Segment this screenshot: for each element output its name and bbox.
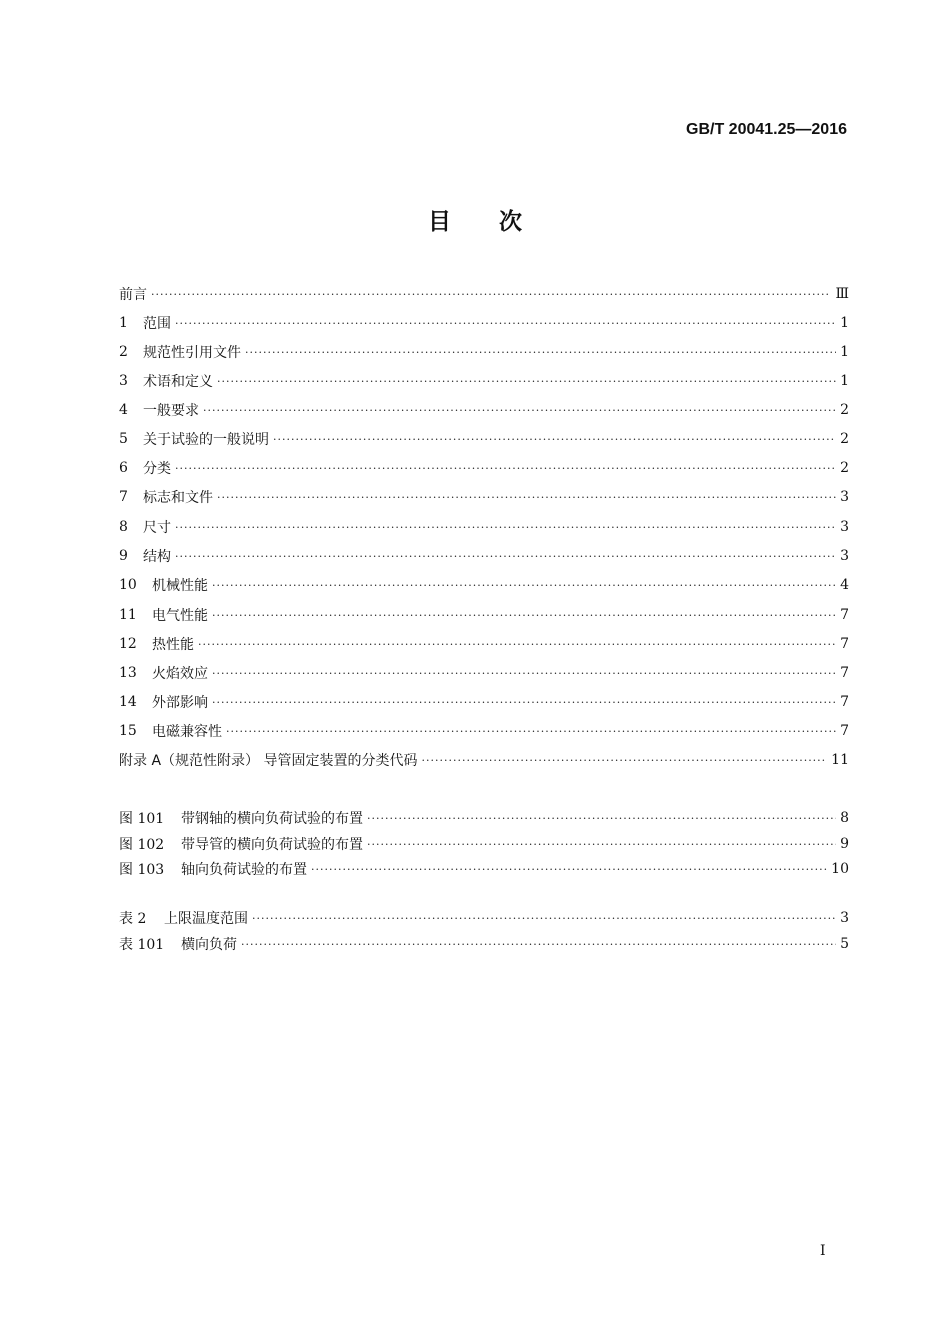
entry-title: 带导管的横向负荷试验的布置 bbox=[181, 837, 363, 853]
entry-title: 结构 bbox=[143, 549, 171, 565]
entry-title: 火焰效应 bbox=[152, 666, 208, 682]
entry-title: 术语和定义 bbox=[143, 374, 213, 390]
standard-number: GB/T 20041.25—2016 bbox=[686, 121, 847, 138]
entry-number: 6 bbox=[119, 460, 128, 476]
entry-number: 14 bbox=[119, 694, 137, 710]
entry-page: Ⅲ bbox=[835, 286, 849, 302]
dot-leader bbox=[203, 404, 836, 417]
toc-entry[interactable] bbox=[119, 516, 849, 538]
figure-entry[interactable] bbox=[119, 833, 849, 855]
toc-entry[interactable] bbox=[119, 749, 849, 771]
entry-number: 8 bbox=[119, 519, 128, 535]
toc-entry[interactable] bbox=[119, 604, 849, 626]
entry-number: 4 bbox=[119, 402, 128, 418]
entry-page: 3 bbox=[840, 548, 849, 564]
entry-page: 11 bbox=[831, 752, 849, 768]
dot-leader bbox=[212, 609, 836, 622]
entry-page: 7 bbox=[840, 665, 849, 681]
dot-leader bbox=[175, 550, 836, 563]
toc-entry[interactable] bbox=[119, 486, 849, 508]
entry-title: 外部影响 bbox=[152, 695, 208, 711]
entry-title: 带钢轴的横向负荷试验的布置 bbox=[181, 811, 363, 827]
dot-leader bbox=[198, 638, 836, 651]
entry-number: 2 bbox=[119, 344, 128, 360]
entry-title: 前言 bbox=[119, 287, 147, 303]
entry-title: 规范性引用文件 bbox=[143, 345, 241, 361]
entry-page: 5 bbox=[840, 936, 849, 952]
dot-leader bbox=[367, 812, 836, 825]
toc-entry[interactable] bbox=[119, 574, 849, 596]
entry-title: 尺寸 bbox=[143, 520, 171, 536]
entry-page: 7 bbox=[840, 607, 849, 623]
dot-leader bbox=[212, 579, 836, 592]
toc-entry[interactable] bbox=[119, 633, 849, 655]
entry-title: 范围 bbox=[143, 316, 171, 332]
toc-entry[interactable] bbox=[119, 457, 849, 479]
entry-number: 10 bbox=[119, 577, 137, 593]
entry-page: 3 bbox=[840, 519, 849, 535]
table-entry[interactable] bbox=[119, 907, 849, 929]
dot-leader bbox=[175, 462, 836, 475]
toc-entry[interactable] bbox=[119, 312, 849, 334]
dot-leader bbox=[212, 696, 836, 709]
dot-leader bbox=[217, 375, 836, 388]
entry-title: 轴向负荷试验的布置 bbox=[181, 862, 307, 878]
entry-page: 1 bbox=[840, 344, 849, 360]
entry-number: 15 bbox=[119, 723, 137, 739]
entry-page: 1 bbox=[840, 373, 849, 389]
page-title: 目次 bbox=[428, 209, 570, 235]
dot-leader bbox=[421, 754, 827, 767]
entry-number: 表 101 bbox=[119, 937, 165, 953]
toc-entry[interactable] bbox=[119, 691, 849, 713]
dot-leader bbox=[217, 491, 836, 504]
entry-title: 分类 bbox=[143, 461, 171, 477]
dot-leader bbox=[212, 667, 836, 680]
figure-entry[interactable] bbox=[119, 858, 849, 880]
entry-title: 电气性能 bbox=[152, 608, 208, 624]
entry-title: 附录 A（规范性附录） 导管固定装置的分类代码 bbox=[119, 753, 418, 769]
dot-leader bbox=[311, 863, 827, 876]
toc-entry[interactable] bbox=[119, 720, 849, 742]
dot-leader bbox=[252, 912, 836, 925]
entry-number: 图 103 bbox=[119, 862, 165, 878]
figure-entry[interactable] bbox=[119, 807, 849, 829]
entry-title: 标志和文件 bbox=[143, 490, 213, 506]
entry-page: 9 bbox=[840, 836, 849, 852]
entry-page: 8 bbox=[840, 810, 849, 826]
entry-title: 一般要求 bbox=[143, 403, 199, 419]
toc-entry[interactable] bbox=[119, 341, 849, 363]
entry-number: 3 bbox=[119, 373, 128, 389]
dot-leader bbox=[241, 938, 836, 951]
entry-number: 1 bbox=[119, 315, 128, 331]
entry-page: 7 bbox=[840, 694, 849, 710]
entry-page: 2 bbox=[840, 460, 849, 476]
dot-leader bbox=[273, 433, 836, 446]
entry-number: 5 bbox=[119, 431, 128, 447]
toc-entry[interactable] bbox=[119, 283, 849, 305]
dot-leader bbox=[245, 346, 836, 359]
entry-number: 13 bbox=[119, 665, 137, 681]
entry-number: 11 bbox=[119, 607, 137, 623]
entry-title: 上限温度范围 bbox=[164, 911, 248, 927]
toc-entry[interactable] bbox=[119, 370, 849, 392]
entry-title: 关于试验的一般说明 bbox=[143, 432, 269, 448]
entry-title: 电磁兼容性 bbox=[152, 724, 222, 740]
dot-leader bbox=[175, 317, 836, 330]
entry-page: 3 bbox=[840, 910, 849, 926]
dot-leader bbox=[367, 838, 836, 851]
entry-number: 表 2 bbox=[119, 911, 147, 927]
page-number: I bbox=[820, 1243, 826, 1259]
entry-title: 机械性能 bbox=[152, 578, 208, 594]
entry-page: 4 bbox=[840, 577, 849, 593]
table-entry[interactable] bbox=[119, 933, 849, 955]
toc-entry[interactable] bbox=[119, 662, 849, 684]
entry-page: 7 bbox=[840, 723, 849, 739]
entry-page: 2 bbox=[840, 431, 849, 447]
entry-page: 7 bbox=[840, 636, 849, 652]
dot-leader bbox=[226, 725, 836, 738]
toc-entry[interactable] bbox=[119, 545, 849, 567]
entry-page: 3 bbox=[840, 489, 849, 505]
entry-page: 1 bbox=[840, 315, 849, 331]
dot-leader bbox=[151, 288, 831, 301]
entry-page: 2 bbox=[840, 402, 849, 418]
entry-number: 9 bbox=[119, 548, 128, 564]
entry-title: 热性能 bbox=[152, 637, 194, 653]
dot-leader bbox=[175, 521, 836, 534]
toc-entry[interactable] bbox=[119, 399, 849, 421]
entry-number: 图 102 bbox=[119, 837, 165, 853]
entry-number: 12 bbox=[119, 636, 137, 652]
entry-page: 10 bbox=[831, 861, 849, 877]
entry-title: 横向负荷 bbox=[181, 937, 237, 953]
toc-entry[interactable] bbox=[119, 428, 849, 450]
entry-number: 7 bbox=[119, 489, 128, 505]
entry-number: 图 101 bbox=[119, 811, 165, 827]
